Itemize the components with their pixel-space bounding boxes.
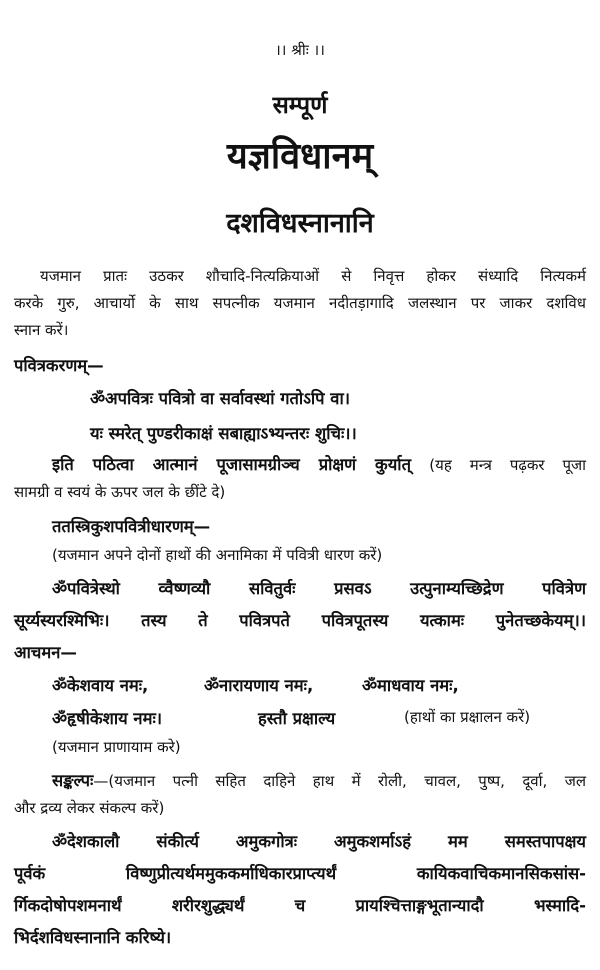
sankalpa-instruction-line-2: और द्रव्य लेकर संकल्प करें) <box>14 799 165 817</box>
shri-invocation: ।। श्रीः ।। <box>275 41 325 59</box>
pavitrakaranam-instruction <box>14 452 586 475</box>
page-subtitle: दशविधस्नानानि <box>226 208 374 239</box>
pranayama-instruction: (यजमान प्राणायाम करे) <box>52 738 181 756</box>
page-title: यज्ञविधानम् <box>226 136 374 177</box>
achamana-name-1: ॐकेशवाय नमः, <box>52 676 149 695</box>
achamana-name-2: ॐनारायणाय नमः, <box>204 676 314 695</box>
sankalpa-mantra-line-2: पूर्वकं विष्णुप्रीत्यर्थममुककर्माधिकारप्राप्त्यर्थं कायिकवाचिकमानसिकसांस- <box>14 864 586 883</box>
pavitrakaranam-instruction-line-2: सामग्री व स्वयं के ऊपर जल के छींटे दे) <box>14 483 226 501</box>
instruction-hindi: (यह मन्त्र पढ़कर पूजा <box>429 456 586 474</box>
sankalpa-instruction: —(यजमान पत्नी सहित दाहिने हाथ में रोली, चावल, पुष्प, दूर्वा, जल <box>93 772 586 790</box>
sankalpa-mantra-line-4: भिर्दशविधस्नानानि करिष्ये। <box>14 928 172 947</box>
intro-line-2: करके गुरु, आचार्यो के साथ सपत्नीक यजमान नदीतड़ागादि जलस्थान पर जाकर दशविध <box>14 294 586 312</box>
hand-wash-hindi: (हाथों का प्रक्षालन करें) <box>404 708 531 726</box>
achamana-heading: आचमन— <box>14 643 77 662</box>
intro-line-1: यजमान प्रातः उठकर शौचादि-नित्यक्रियाओं से निवृत्त होकर संध्यादि नित्यकर्म <box>40 267 586 285</box>
pavitridharanam-mantra-line-1: ॐपवित्रेस्थो व्वैष्णव्यौ सवितुर्वः प्रसवऽ उत्पुनाम्यच्छिद्रेण पवित्रेण <box>52 579 586 598</box>
pavitridharanam-instruction: (यजमान अपने दोनों हाथों की अनामिका में पवित्री धारण करें) <box>52 546 383 564</box>
sankalpa-line-1 <box>14 768 586 791</box>
verse-line-2: यः स्मरेत् पुण्डरीकाक्षं सबाह्याऽभ्यन्तरः शुचिः।। <box>90 424 357 443</box>
achamana-name-4: ॐहृषीकेशाय नमः। <box>52 709 163 728</box>
pavitridharanam-mantra-line-2: सूर्य्यस्यरश्मिभिः। तस्य ते पवित्रपते पवित्रपूतस्य यत्कामः पुनेतच्छकेयम्।। <box>14 611 586 630</box>
intro-line-3: स्नान करें। <box>14 321 69 339</box>
verse-line-1: ॐअपवित्रः पवित्रो वा सर्वावस्थां गतोऽपि वा। <box>90 389 350 408</box>
sankalpa-mantra-line-3: र्गिकदोषोपशमनार्थं शरीरशुद्ध्यर्थं च प्रायश्चित्ताङ्गभूतान्यादौ भस्मादि- <box>14 896 586 915</box>
sankalpa-mantra-line-1: ॐदेशकालौ संकीर्त्य अमुकगोत्रः अमुकशर्माऽहं मम समस्तपापक्षय <box>52 832 586 851</box>
pavitrakaranam-heading: पवित्रकरणम्— <box>14 356 104 375</box>
achamana-name-3: ॐमाधवाय नमः, <box>362 676 459 695</box>
hand-wash-sanskrit: हस्तौ प्रक्षाल्य <box>258 709 336 728</box>
sampurna-heading: सम्पूर्ण <box>272 91 328 119</box>
instruction-sanskrit: इति पठित्वा आत्मानं पूजासामग्रीञ्च प्रोक्षणं कुर्यात् <box>52 455 411 474</box>
sankalpa-label: सङ्कल्पः <box>52 771 94 790</box>
pavitridharanam-heading: ततस्त्रिकुशपवित्रीधारणम्— <box>52 517 211 536</box>
